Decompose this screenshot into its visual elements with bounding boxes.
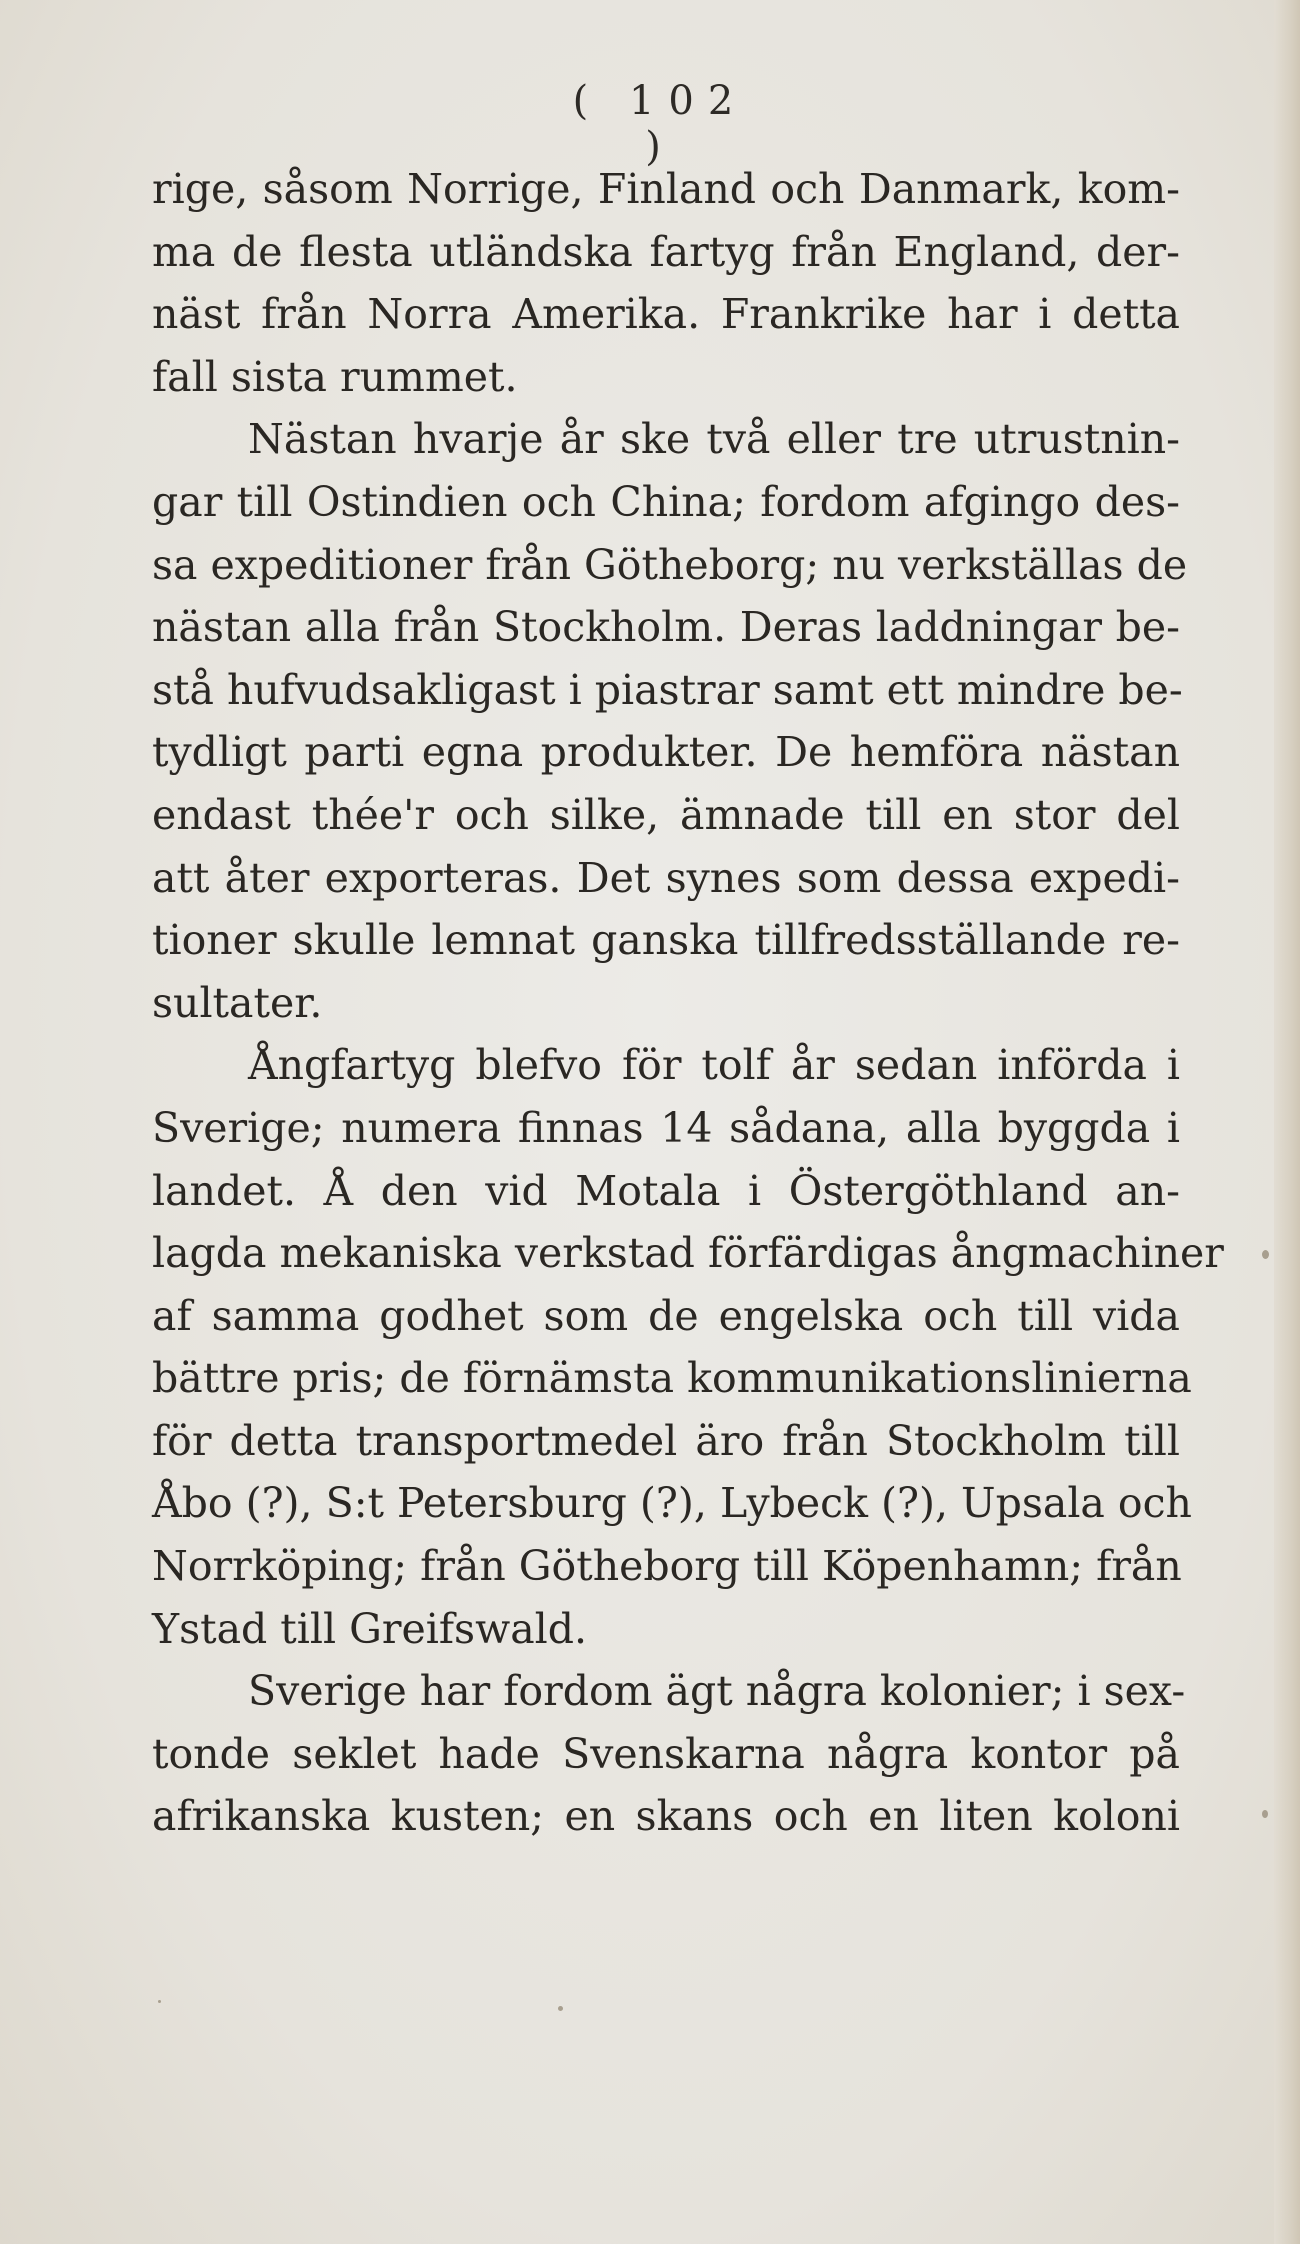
text-line: gar till Ostindien och China; fordom afgingo des-	[152, 477, 1180, 526]
page-number: ( 102 )	[572, 78, 748, 170]
paper-speck	[558, 2006, 563, 2011]
text-line: tonde seklet hade Svenskarna några kontor på	[152, 1729, 1180, 1778]
text-line: Norrköping; från Götheborg till Köpenhamn; från	[152, 1542, 1182, 1591]
text-line: att åter exporteras. Det synes som dessa expedi-	[152, 853, 1180, 902]
text-line: fall sista rummet.	[152, 352, 518, 401]
text-line: rige, såsom Norrige, Finland och Danmark, kom-	[152, 165, 1180, 213]
text-line: Ystad till Greifswald.	[152, 1604, 588, 1653]
text-line: Åbo (?), S:t Petersburg (?), Lybeck (?), Upsala och	[152, 1479, 1192, 1528]
text-line: bättre pris; de förnämsta kommunikationslinierna	[152, 1354, 1192, 1403]
text-line: för detta transportmedel äro från Stockholm till	[152, 1416, 1180, 1465]
paper-speck	[158, 2000, 161, 2003]
paper-speck	[1262, 1810, 1268, 1818]
text-line: sa expeditioner från Götheborg; nu verkställas de	[152, 540, 1188, 589]
text-line: näst från Norra Amerika. Frankrike har i detta	[152, 290, 1180, 339]
text-line: afrikanska kusten; en skans och en liten koloni	[152, 1792, 1180, 1841]
text-line: Ångfartyg blefvo för tolf år sedan införda i	[248, 1041, 1180, 1090]
text-line: tioner skulle lemnat ganska tillfredsställande re-	[152, 916, 1180, 965]
text-line: Sverige; numera finnas 14 sådana, alla byggda i	[152, 1103, 1180, 1152]
text-line: nästan alla från Stockholm. Deras laddningar be-	[152, 603, 1180, 652]
text-line: sultater.	[152, 978, 323, 1027]
text-line: lagda mekaniska verkstad förfärdigas ångmachiner	[152, 1229, 1224, 1278]
text-line: stå hufvudsakligast i piastrar samt ett mindre be-	[152, 665, 1183, 714]
text-line: Nästan hvarje år ske två eller tre utrustnin-	[248, 415, 1180, 464]
text-line: Sverige har fordom ägt några kolonier; i sex-	[248, 1667, 1186, 1716]
text-line: ma de flesta utländska fartyg från England, der-	[152, 227, 1180, 276]
text-line: af samma godhet som de engelska och till vida	[152, 1291, 1180, 1340]
page-edge	[1274, 0, 1300, 2244]
text-line: endast thée'r och silke, ämnade till en stor del	[152, 790, 1180, 839]
text-line: landet. Å den vid Motala i Östergöthland an-	[152, 1166, 1180, 1215]
text-line: tydligt parti egna produkter. De hemföra nästan	[152, 728, 1180, 777]
body-text	[152, 158, 1224, 1848]
paper-speck	[1262, 1250, 1269, 1259]
